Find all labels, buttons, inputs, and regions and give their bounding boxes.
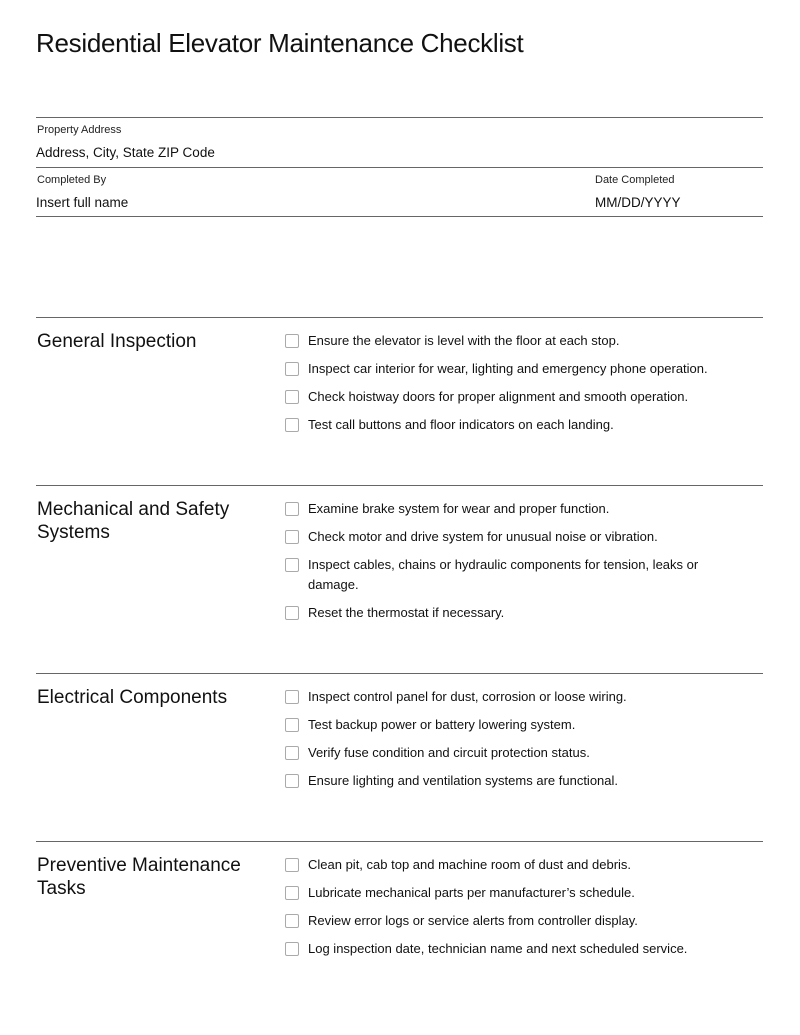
checklist-item-text: Inspect control panel for dust, corrosion or loose wiring. [308, 689, 627, 704]
section-divider [36, 841, 763, 842]
checklist-item [285, 555, 725, 595]
section-heading: Preventive Maintenance Tasks [37, 855, 241, 899]
section-divider [36, 673, 763, 674]
checklist-item-text: Test backup power or battery lowering system. [308, 717, 576, 732]
divider [36, 167, 763, 168]
checklist-item [285, 331, 725, 351]
checklist-item [285, 499, 725, 519]
section-heading: Electrical Components [37, 687, 228, 708]
checkbox[interactable] [285, 502, 299, 516]
date-completed-label: Date Completed [595, 174, 675, 186]
checklist-item [285, 527, 725, 547]
section-heading: Mechanical and Safety Systems [37, 499, 230, 543]
checkbox[interactable] [285, 746, 299, 760]
checklist-item-text: Clean pit, cab top and machine room of dust and debris. [308, 857, 632, 872]
section-divider [36, 485, 763, 486]
checklist-items [285, 687, 725, 799]
completed-by-field[interactable]: Insert full name [36, 195, 129, 210]
checkbox[interactable] [285, 418, 299, 432]
checklist-item-text: Verify fuse condition and circuit protection status. [308, 745, 590, 760]
checklist-items [285, 331, 725, 443]
checkbox[interactable] [285, 718, 299, 732]
checkbox[interactable] [285, 390, 299, 404]
checklist-item-text: Lubricate mechanical parts per manufacturer’s schedule. [308, 885, 635, 900]
checklist-item [285, 387, 725, 407]
checklist-item-text: Inspect car interior for wear, lighting and emergency phone operation. [308, 361, 708, 376]
checklist-item-text: Ensure the elevator is level with the floor at each stop. [308, 333, 620, 348]
checklist-item [285, 855, 725, 875]
checkbox[interactable] [285, 942, 299, 956]
checklist-item [285, 715, 725, 735]
property-address-label: Property Address [37, 124, 122, 136]
checklist-item-text: Check motor and drive system for unusual noise or vibration. [308, 529, 658, 544]
checkbox[interactable] [285, 606, 299, 620]
page-title: Residential Elevator Maintenance Checklist [36, 28, 524, 58]
checklist-item-text: Check hoistway doors for proper alignment and smooth operation. [308, 389, 689, 404]
checklist-item [285, 603, 725, 623]
checklist-item-text: Ensure lighting and ventilation systems are functional. [308, 773, 619, 788]
checklist-item [285, 743, 725, 763]
section-divider [36, 317, 763, 318]
checkbox[interactable] [285, 690, 299, 704]
checkbox[interactable] [285, 530, 299, 544]
checklist-item-text: Test call buttons and floor indicators on each landing. [308, 417, 614, 432]
checklist-item-text: Reset the thermostat if necessary. [308, 605, 505, 620]
section-heading: General Inspection [37, 331, 197, 352]
checklist-item [285, 359, 725, 379]
checklist-item [285, 415, 725, 435]
checkbox[interactable] [285, 334, 299, 348]
checklist-item [285, 687, 725, 707]
divider [36, 216, 763, 217]
checkbox[interactable] [285, 362, 299, 376]
property-address-field[interactable]: Address, City, State ZIP Code [36, 145, 215, 160]
checklist-item-text: Examine brake system for wear and proper function. [308, 501, 610, 516]
completed-by-label: Completed By [37, 174, 107, 186]
checklist-item-text: Log inspection date, technician name and next scheduled service. [308, 941, 688, 956]
checklist-item-text: Inspect cables, chains or hydraulic components for tension, leaks or damage. [308, 557, 699, 592]
checklist-items [285, 855, 725, 967]
divider [36, 117, 763, 118]
checklist-item [285, 939, 725, 959]
checkbox[interactable] [285, 858, 299, 872]
checklist-item [285, 883, 725, 903]
checklist-item [285, 911, 725, 931]
checkbox[interactable] [285, 774, 299, 788]
checklist-item-text: Review error logs or service alerts from controller display. [308, 913, 638, 928]
date-completed-field[interactable]: MM/DD/YYYY [595, 195, 681, 210]
checkbox[interactable] [285, 886, 299, 900]
checklist-items [285, 499, 725, 631]
checkbox[interactable] [285, 558, 299, 572]
checklist-item [285, 771, 725, 791]
checkbox[interactable] [285, 914, 299, 928]
